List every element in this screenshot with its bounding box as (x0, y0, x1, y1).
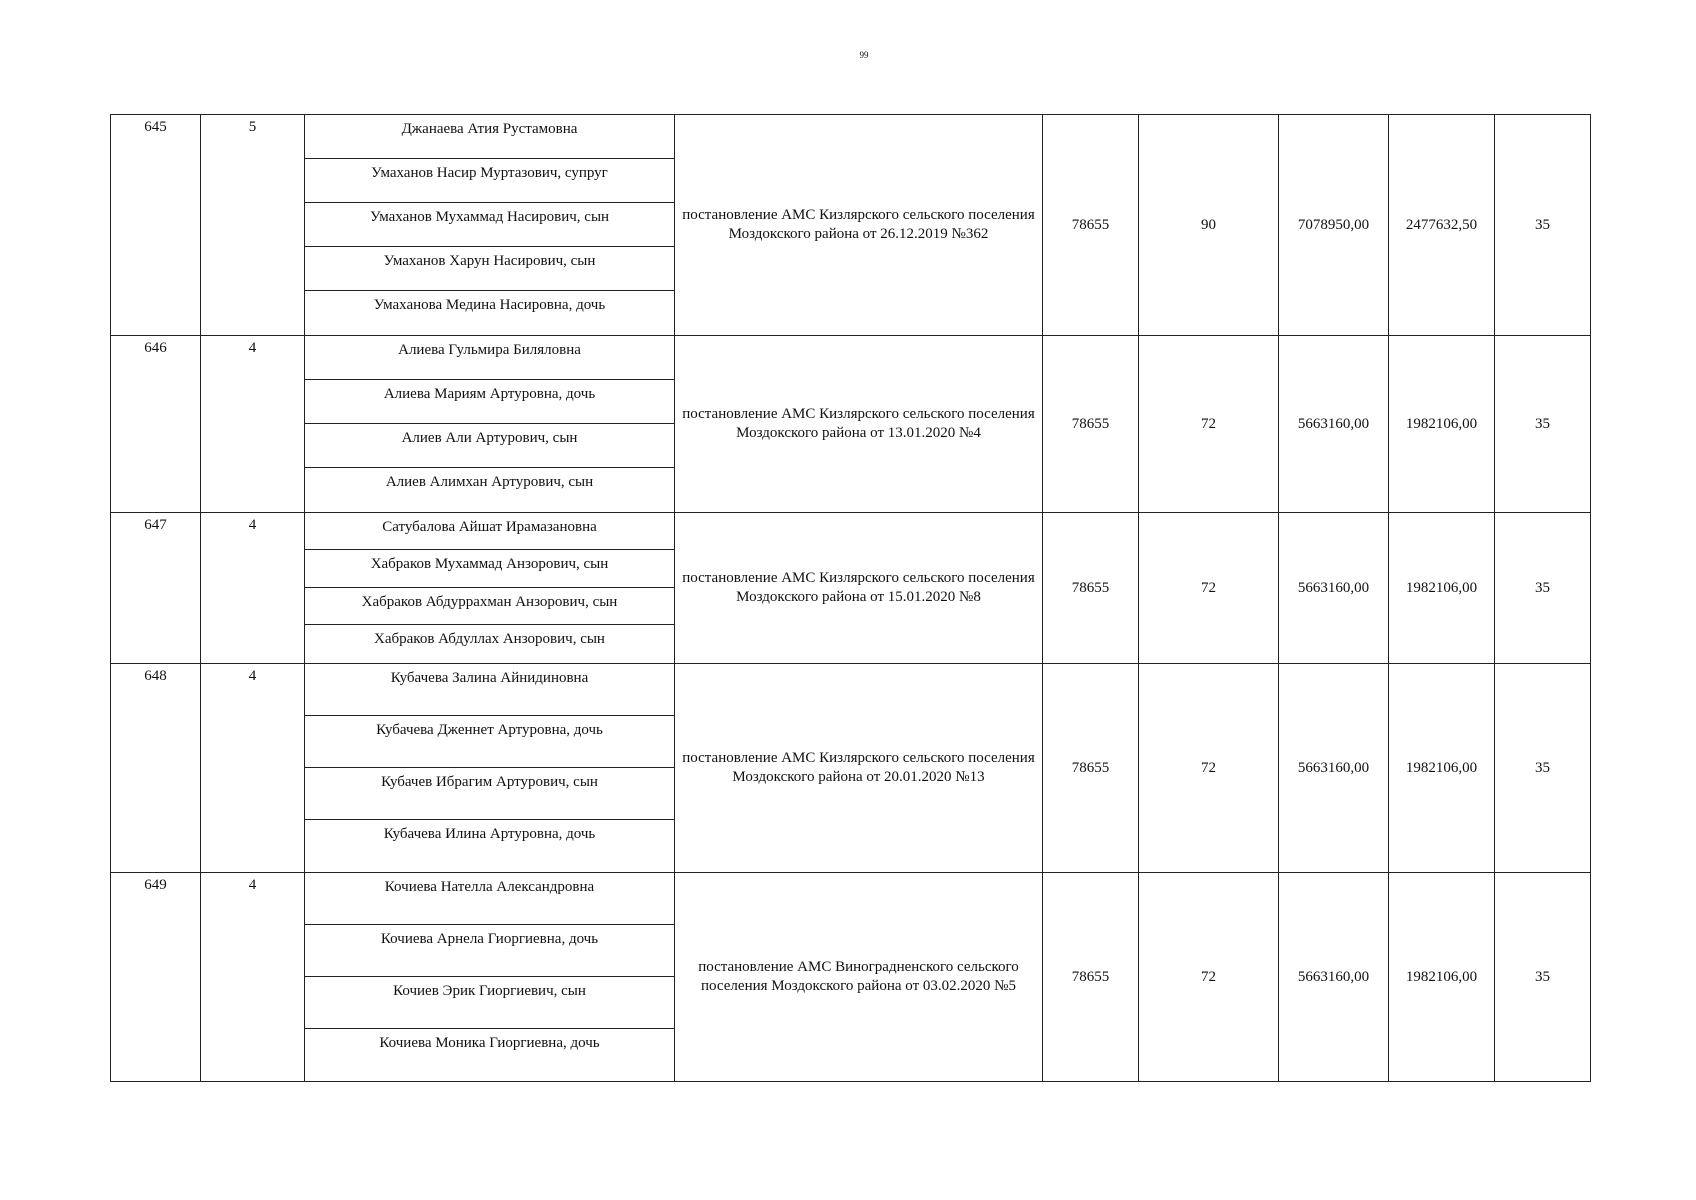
record-number: 649 (111, 873, 201, 1082)
area: 72 (1139, 513, 1279, 664)
members-count: 5 (201, 115, 305, 336)
record-number: 645 (111, 115, 201, 336)
member-name: Кубачева Илина Артуровна, дочь (383, 826, 596, 842)
table-row (111, 513, 1591, 664)
member-name: Умаханова Медина Насировна, дочь (373, 297, 606, 313)
table-row (111, 115, 1591, 336)
member-name: Кочиева Моника Гиоргиевна, дочь (379, 1035, 600, 1051)
area: 72 (1139, 336, 1279, 513)
members-cell (305, 115, 675, 336)
member-name: Кубачева Дженнет Артуровна, дочь (305, 716, 674, 768)
member-name: Кубачев Ибрагим Артурович, сын (305, 768, 674, 820)
price-per-sqm: 78655 (1043, 513, 1139, 664)
member-name: Умаханов Мухаммад Насирович, сын (305, 203, 674, 247)
members-cell (305, 513, 675, 664)
total-cost: 5663160,00 (1279, 336, 1389, 513)
table-row (111, 664, 1591, 873)
payment-amount: 2477632,50 (1389, 115, 1495, 336)
families-table (110, 114, 1591, 1082)
resolution-document: постановление АМС Кизлярского сельского поселения Моздокского района от 26.12.2019 №362 (675, 115, 1043, 336)
member-name: Умаханов Харун Насирович, сын (305, 247, 674, 291)
member-name: Алиев Али Артурович, сын (305, 424, 674, 468)
member-name: Хабраков Абдуррахман Анзорович, сын (305, 588, 674, 625)
resolution-document: постановление АМС Кизлярского сельского поселения Моздокского района от 20.01.2020 №13 (675, 664, 1043, 873)
member-name: Алиев Алимхан Артурович, сын (385, 474, 594, 490)
percent: 35 (1495, 873, 1591, 1082)
members-count: 4 (201, 664, 305, 873)
total-cost: 7078950,00 (1279, 115, 1389, 336)
members-count: 4 (201, 513, 305, 664)
member-name: Хабраков Абдуллах Анзорович, сын (374, 631, 605, 647)
resolution-document: постановление АМС Виноградненского сельского поселения Моздокского района от 03.02.2020 №5 (675, 873, 1043, 1082)
area: 90 (1139, 115, 1279, 336)
member-name: Алиева Гульмира Биляловна (305, 336, 674, 380)
price-per-sqm: 78655 (1043, 873, 1139, 1082)
area: 72 (1139, 664, 1279, 873)
area: 72 (1139, 873, 1279, 1082)
resolution-document: постановление АМС Кизлярского сельского поселения Моздокского района от 15.01.2020 №8 (675, 513, 1043, 664)
member-name: Джанаева Атия Рустамовна (305, 115, 674, 159)
members-count: 4 (201, 336, 305, 513)
percent: 35 (1495, 664, 1591, 873)
record-number: 647 (111, 513, 201, 664)
member-name: Кубачева Залина Айнидиновна (305, 664, 674, 716)
member-name: Умаханов Насир Муртазович, супруг (305, 159, 674, 203)
record-number: 646 (111, 336, 201, 513)
members-cell (305, 873, 675, 1082)
member-name: Хабраков Мухаммад Анзорович, сын (305, 550, 674, 588)
member-name: Кочиева Нателла Александровна (305, 873, 674, 925)
page-number: 99 (859, 50, 869, 60)
record-number: 648 (111, 664, 201, 873)
payment-amount: 1982106,00 (1389, 873, 1495, 1082)
payment-amount: 1982106,00 (1389, 336, 1495, 513)
member-name: Алиева Мариям Артуровна, дочь (305, 380, 674, 424)
total-cost: 5663160,00 (1279, 513, 1389, 664)
members-cell (305, 664, 675, 873)
price-per-sqm: 78655 (1043, 664, 1139, 873)
member-name: Сатубалова Айшат Ирамазановна (305, 513, 674, 550)
member-name: Кочиев Эрик Гиоргиевич, сын (305, 977, 674, 1029)
price-per-sqm: 78655 (1043, 115, 1139, 336)
percent: 35 (1495, 513, 1591, 664)
payment-amount: 1982106,00 (1389, 664, 1495, 873)
members-cell (305, 336, 675, 513)
total-cost: 5663160,00 (1279, 873, 1389, 1082)
members-count: 4 (201, 873, 305, 1082)
percent: 35 (1495, 115, 1591, 336)
table-row (111, 336, 1591, 513)
resolution-document: постановление АМС Кизлярского сельского поселения Моздокского района от 13.01.2020 №4 (675, 336, 1043, 513)
price-per-sqm: 78655 (1043, 336, 1139, 513)
percent: 35 (1495, 336, 1591, 513)
table-row (111, 873, 1591, 1082)
member-name: Кочиева Арнела Гиоргиевна, дочь (305, 925, 674, 977)
payment-amount: 1982106,00 (1389, 513, 1495, 664)
total-cost: 5663160,00 (1279, 664, 1389, 873)
